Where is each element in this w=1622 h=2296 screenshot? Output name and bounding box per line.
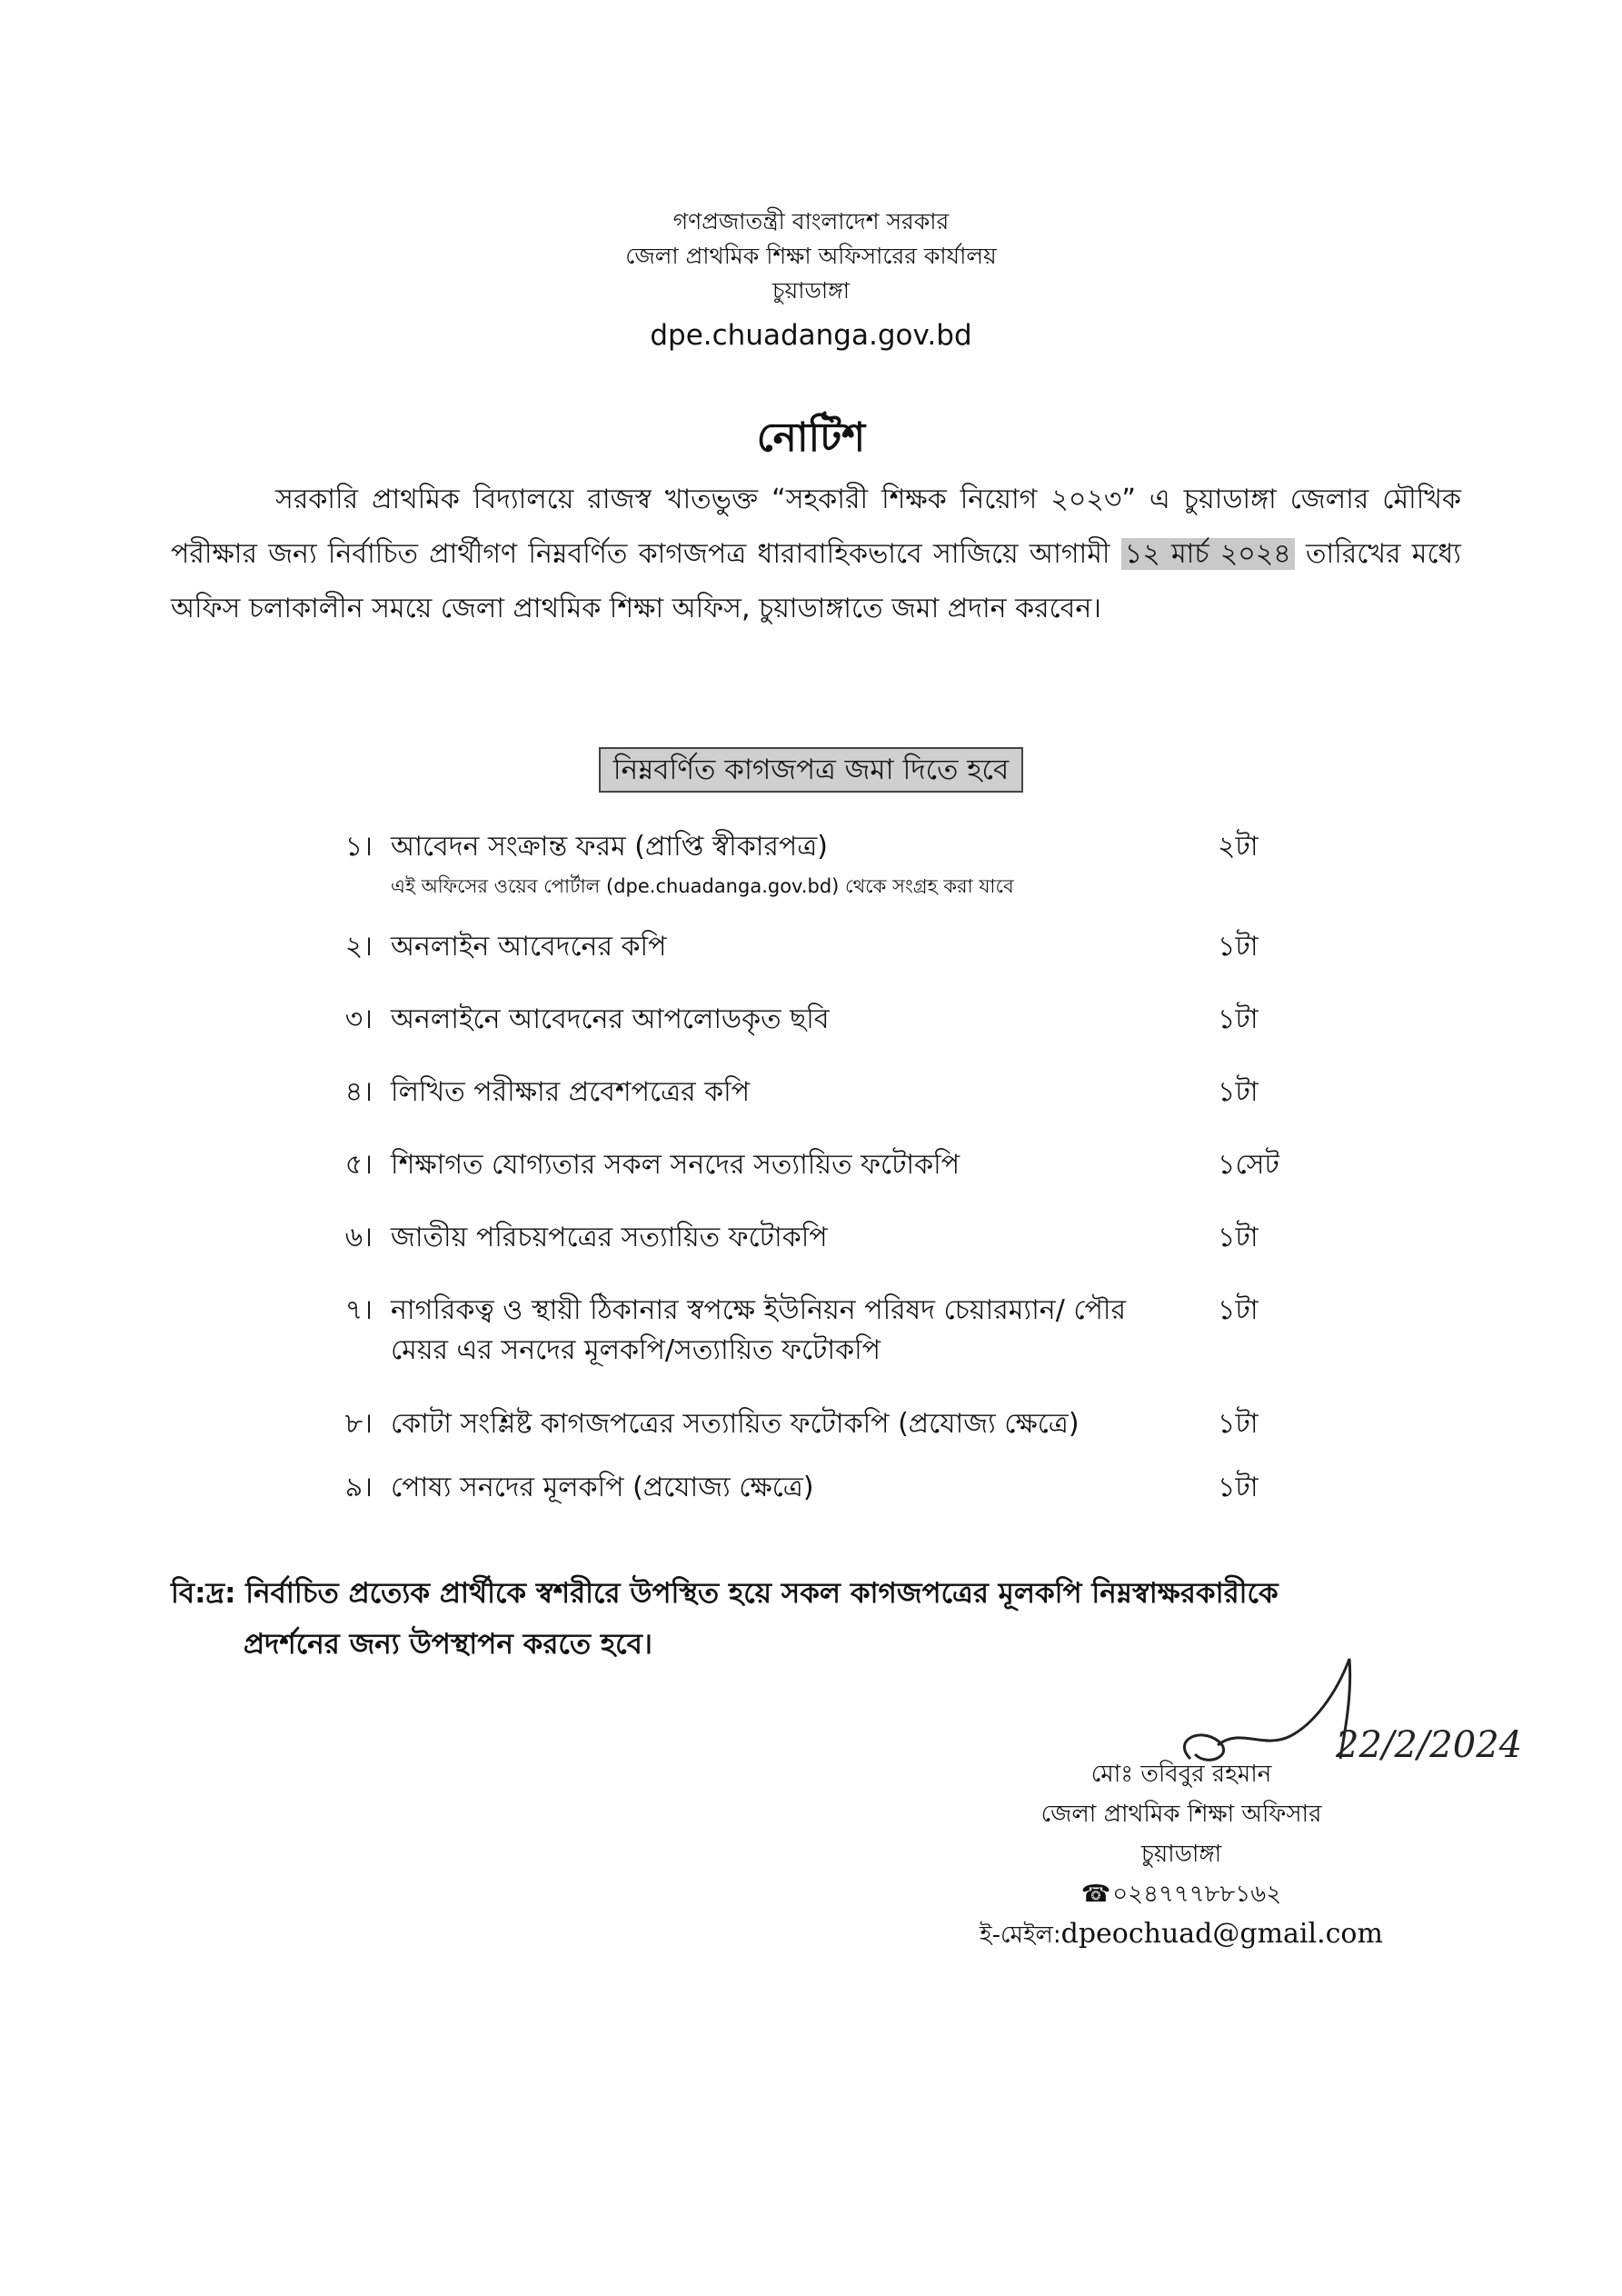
item-description: পোষ্য সনদের মূলকপি (প্রযোজ্য ক্ষেত্রে) xyxy=(391,1472,814,1503)
requirements-heading xyxy=(0,747,1622,793)
item-description: নাগরিকত্ব ও স্থায়ী ঠিকানার স্বপক্ষে ইউনিয়ন পরিষদ চেয়ারম্যান/ পৌর মেয়র এর সনদের মূলকপি/সত্যায়িত ফটোকপি xyxy=(391,1294,1126,1366)
intro-text-after: তারিখের মধ্যে অফিস চলাকালীন সময়ে জেলা প্রাথমিক শিক্ষা অফিস, চুয়াডাঙ্গাতে জমা প্রদান করবেন। xyxy=(171,538,1462,624)
item-number: ৯। xyxy=(344,1472,373,1503)
item-quantity: ১টা xyxy=(1218,1294,1259,1326)
item-note: এই অফিসের ওয়েব পোর্টাল (dpe.chuadanga.gov.bd) থেকে সংগ্রহ করা যাবে xyxy=(391,875,1014,897)
signatory-block xyxy=(909,1754,1454,1955)
item-quantity: ১টা xyxy=(1218,1076,1259,1108)
signatory-designation: জেলা প্রাথমিক শিক্ষা অফিসার xyxy=(1040,1801,1322,1828)
item-number: ২। xyxy=(344,931,373,963)
district-name: চুয়াডাঙ্গা xyxy=(772,277,850,304)
item-quantity: ১টা xyxy=(1218,1222,1259,1253)
signatory-name: মোঃ তবিবুর রহমান xyxy=(1090,1761,1272,1788)
deadline-highlight: ১২ মার্চ ২০২৪ xyxy=(1121,538,1295,570)
footnote-line-1 xyxy=(171,1568,1461,1619)
item-description: কোটা সংশ্লিষ্ট কাগজপত্রের সত্যায়িত ফটোকপি (প্রযোজ্য ক্ষেত্রে) xyxy=(391,1408,1080,1440)
item-number: ৭। xyxy=(344,1294,373,1326)
signatory-district: চুয়াডাঙ্গা xyxy=(1140,1841,1222,1868)
email-label: ই-মেইল: xyxy=(980,1922,1061,1949)
requirements-heading-text: নিম্নবর্ণিত কাগজপত্র জমা দিতে হবে xyxy=(599,747,1023,793)
footnote-label: বি:দ্র: xyxy=(171,1577,236,1610)
signatory-phone xyxy=(909,1874,1454,1914)
footnote-text-continued: প্রদর্শনের জন্য উপস্থাপন করতে হবে। xyxy=(244,1628,652,1661)
website-text: dpe.chuadanga.gov.bd xyxy=(650,319,972,352)
item-quantity: ১সেট xyxy=(1218,1149,1279,1181)
item-number: ৫। xyxy=(344,1149,373,1181)
signatory-email xyxy=(909,1914,1454,1955)
notice-intro xyxy=(171,473,1461,636)
government-name: গণপ্রজাতন্ত্রী বাংলাদেশ সরকার xyxy=(672,208,950,235)
intro-paragraph xyxy=(171,473,1461,636)
item-quantity: ১টা xyxy=(1218,931,1259,963)
item-description: আবেদন সংক্রান্ত ফরম (প্রাপ্তি স্বীকারপত্র) xyxy=(391,831,829,863)
item-description: জাতীয় পরিচয়পত্রের সত্যায়িত ফটোকপি xyxy=(391,1222,828,1253)
phone-icon: ☎ xyxy=(1080,1881,1111,1908)
item-number: ৪। xyxy=(344,1076,373,1108)
notice-title: নোটিশ xyxy=(756,414,866,461)
office-header xyxy=(0,205,1622,359)
item-quantity: ১টা xyxy=(1218,1003,1259,1035)
item-description: লিখিত পরীক্ষার প্রবেশপত্রের কপি xyxy=(391,1076,751,1108)
item-number: ১। xyxy=(344,831,373,863)
item-number: ৮। xyxy=(344,1408,373,1440)
item-quantity: ১টা xyxy=(1218,1408,1259,1440)
item-quantity: ১টা xyxy=(1218,1472,1259,1503)
item-number: ৩। xyxy=(344,1003,373,1035)
footnote-text: নির্বাচিত প্রত্যেক প্রার্থীকে স্বশরীরে উপস্থিত হয়ে সকল কাগজপত্রের মূলকপি নিম্নস্বাক্ষরকারীকে xyxy=(235,1577,1279,1610)
item-description: অনলাইনে আবেদনের আপলোডকৃত ছবি xyxy=(391,1003,830,1035)
signature-date: 22/2/2024 xyxy=(1336,1724,1523,1766)
item-description: শিক্ষাগত যোগ্যতার সকল সনদের সত্যায়িত ফটোকপি xyxy=(391,1149,960,1181)
intro-text-before: সরকারি প্রাথমিক বিদ্যালয়ে রাজস্ব খাতভুক্ত “সহকারী শিক্ষক নিয়োগ ২০২৩” এ চুয়াডাঙ্গা জেলার মৌখিক পরীক্ষার জন্য নির্বাচিত প্রার্থীগণ নিম্নবর্ণিত কাগজপত্র ধারাবাহিকভাবে সাজিয়ে আগামী xyxy=(171,484,1461,570)
phone-number: ০২৪৭৭৭৮৮১৬২ xyxy=(1112,1881,1282,1908)
item-description: অনলাইন আবেদনের কপি xyxy=(391,931,667,963)
office-name: জেলা প্রাথমিক শিক্ষা অফিসারের কার্যালয় xyxy=(625,243,997,269)
item-quantity: ২টা xyxy=(1218,831,1259,863)
item-number: ৬। xyxy=(344,1222,373,1253)
email-address: dpeochuad@gmail.com xyxy=(1060,1918,1383,1950)
